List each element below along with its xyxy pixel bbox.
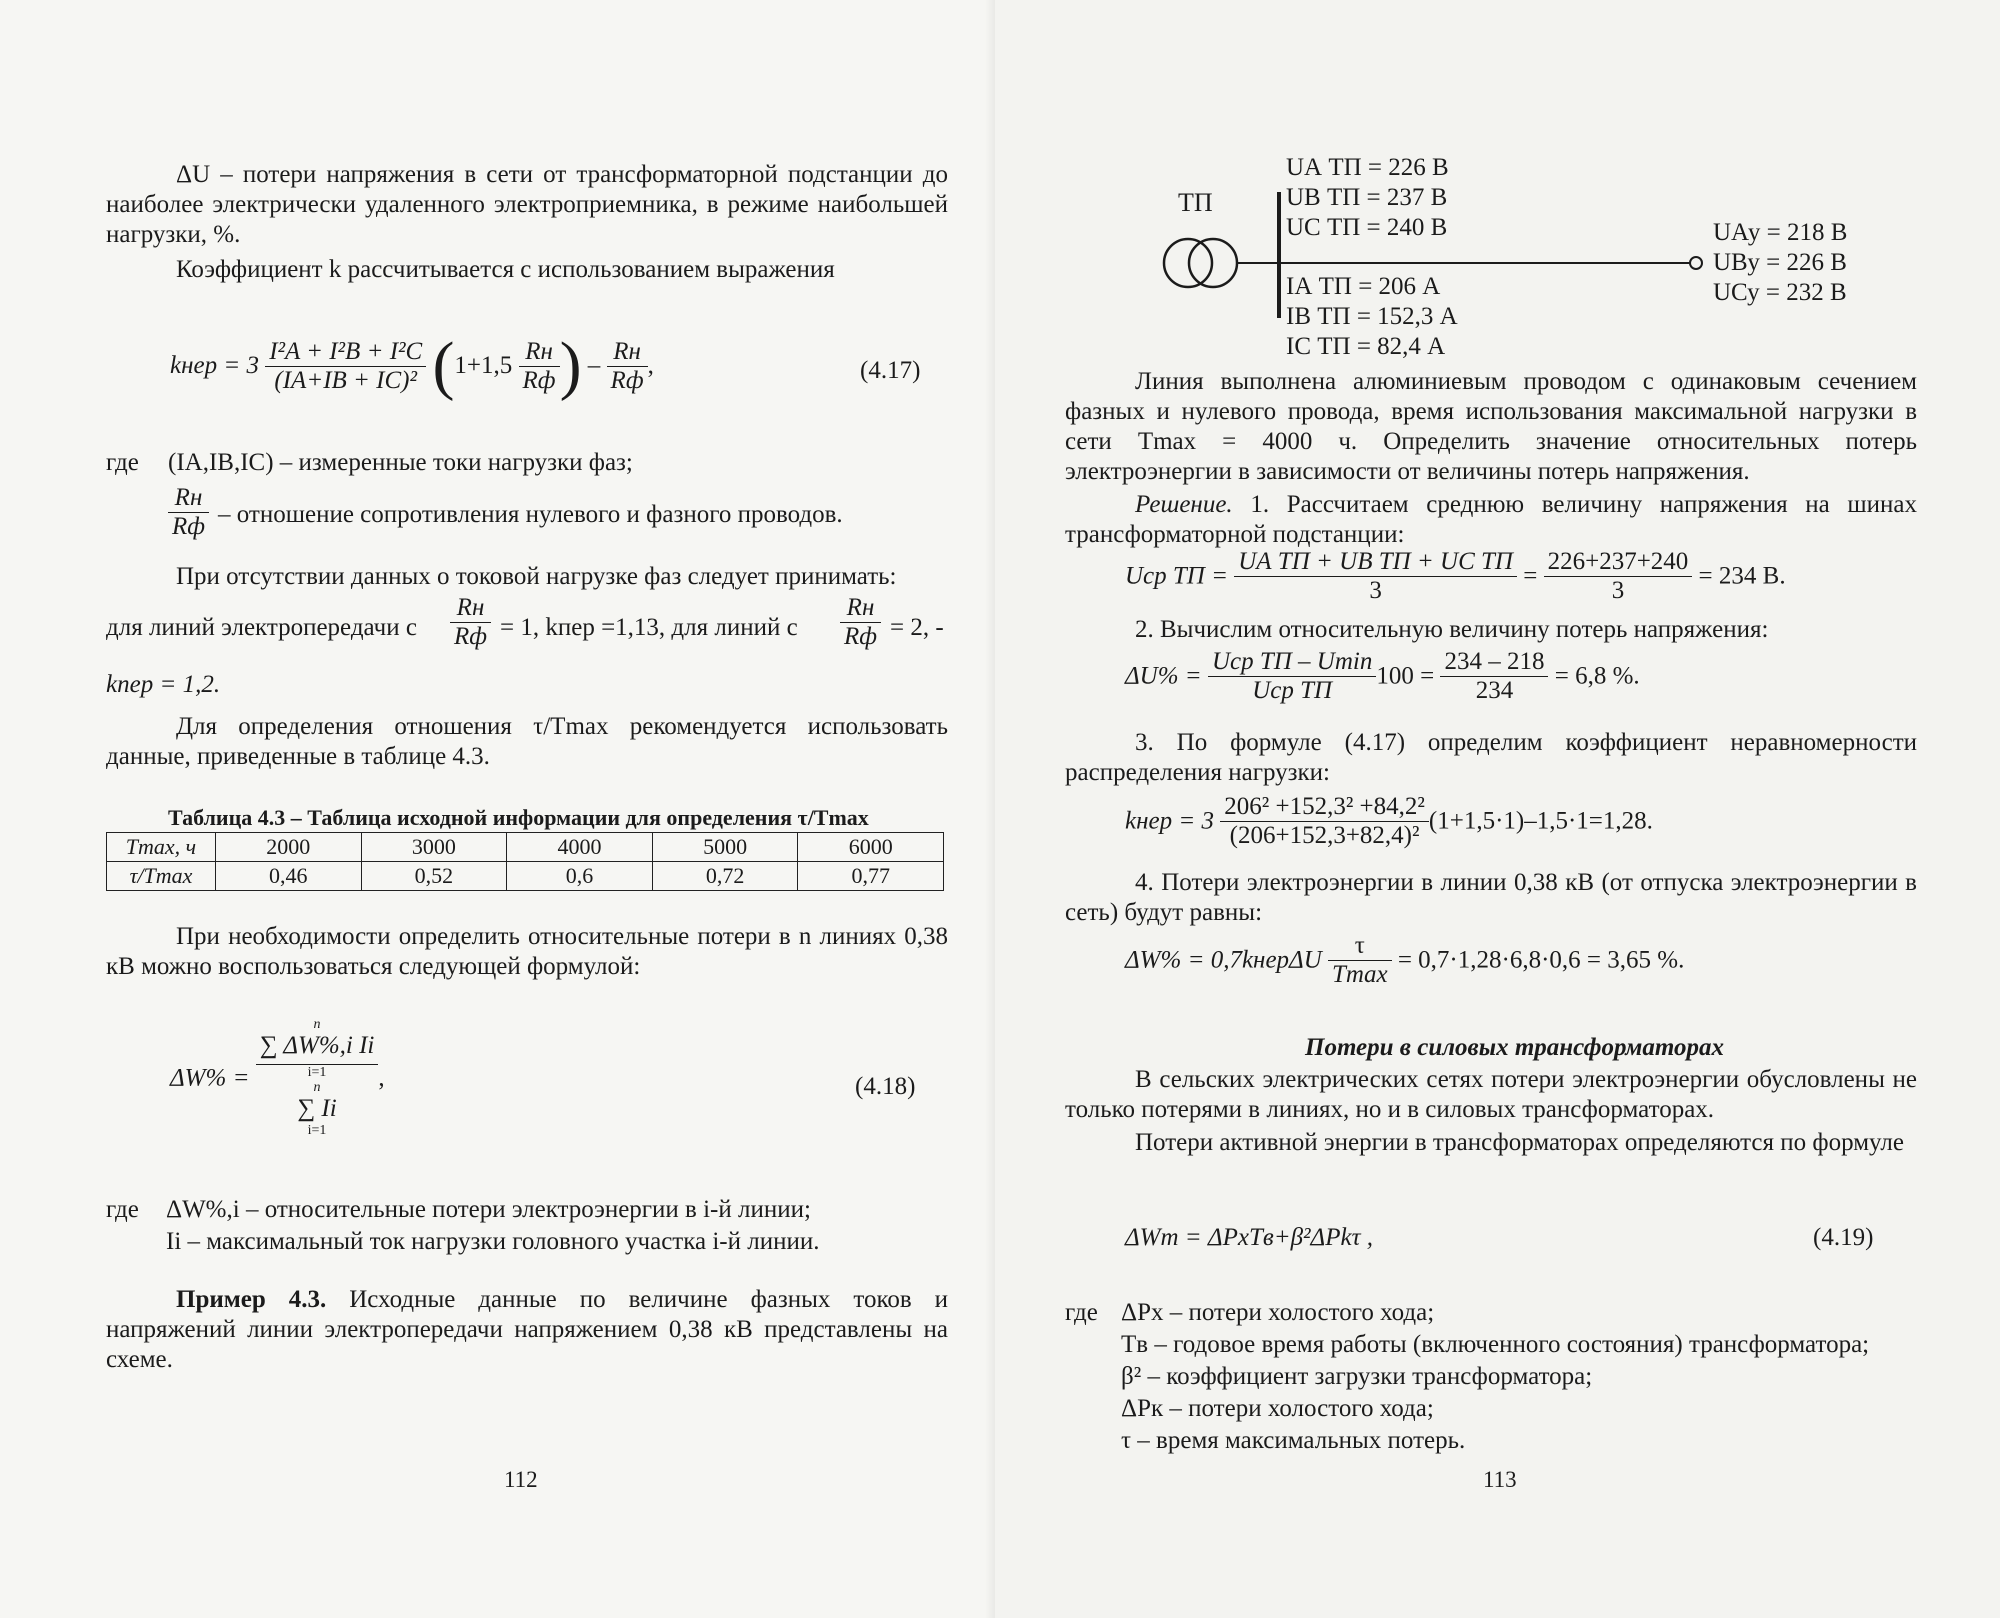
table-cell-head: Tmax, ч — [107, 833, 216, 862]
paragraph-absent: При отсутствии данных о токовой нагрузке фаз следует принимать: — [176, 563, 897, 590]
u-b-y: UВу = 226 В — [1713, 249, 1847, 276]
table-caption: Таблица 4.3 – Таблица исходной информации для определения τ/Tmax — [168, 805, 869, 830]
lines-ratio-2 — [840, 594, 881, 651]
paragraph-lines-c: = 2, - — [890, 614, 944, 641]
formula-u-avg-lhs: Uср ТП = — [1125, 562, 1228, 590]
formula-4-17-comma: , — [647, 352, 654, 379]
formula-delta-u-lhs: ΔU% = — [1125, 662, 1202, 690]
formula-u-avg-den-1: 3 — [1369, 577, 1382, 604]
where-item: ΔPк – потери холостого хода; — [1121, 1395, 1434, 1422]
formula-delta-u-frac-2 — [1440, 648, 1548, 705]
paragraph-coefficient: Коэффициент k рассчитывается с использованием выражения — [176, 256, 835, 283]
line-end-node — [1690, 257, 1702, 269]
formula-4-17-fraction — [265, 338, 426, 395]
formula-4-17-ratio-2 — [607, 338, 648, 395]
formula-k-ner-den: (206+152,3+82,4)² — [1229, 822, 1420, 849]
where-currents: (IA,IB,IC) – измеренные токи нагрузки фаз; — [168, 449, 633, 476]
formula-k-ner-lhs: kнер = 3 — [1125, 807, 1214, 835]
formula-delta-w-num: τ — [1328, 932, 1392, 961]
formula-4-17-rn: Rн — [519, 338, 560, 367]
table-cell: 0,46 — [216, 862, 362, 891]
page-number-left: 112 — [504, 1467, 538, 1492]
example-text: Исходные данные по величине фазных токов и напряжений линии электропередачи напряжением 0,38 кВ представлены на схеме. — [106, 1286, 948, 1373]
formula-4-17-open-bracket: ( — [432, 329, 455, 402]
lines-ratio-1 — [450, 594, 491, 651]
formula-delta-u-num-1: Uср ТП – Umin — [1208, 648, 1376, 677]
formula-4-17-rf-2: Rф — [610, 366, 644, 394]
formula-delta-u-num-2: 234 – 218 — [1440, 648, 1548, 677]
solution-text: 1. Рассчитаем среднюю величину напряжения на шинах трансформаторной подстанции: — [1065, 491, 1917, 548]
where-label-2: где — [106, 1196, 139, 1223]
where-item: τ – время максимальных потерь. — [1121, 1427, 1466, 1454]
formula-delta-u — [1125, 648, 1640, 705]
page-number-right: 113 — [1483, 1467, 1517, 1492]
table-cell: 0,52 — [361, 862, 507, 891]
formula-u-avg-result: = 234 В. — [1698, 562, 1786, 590]
solution-label: Решение. — [1135, 491, 1233, 518]
formula-4-18-sum-top: n — [313, 1017, 321, 1032]
formula-delta-u-den-2: 234 — [1475, 677, 1514, 704]
formula-4-17-bracket-a: 1+1,5 — [454, 352, 513, 379]
where-label-1: где — [106, 449, 139, 476]
formula-4-18-den: ∑ Ii — [297, 1095, 337, 1122]
formula-4-17-ratio — [519, 338, 560, 395]
table-cell: 2000 — [216, 833, 362, 862]
u-c-y: UСу = 232 В — [1713, 279, 1847, 306]
formula-4-19: ΔWт = ΔPхTв+β²ΔPkτ , — [1125, 1224, 1374, 1251]
where-ratio-rn: Rн — [168, 484, 209, 513]
i-b-tp: IВ ТП = 152,3 А — [1286, 303, 1458, 330]
formula-u-avg-frac-1 — [1234, 548, 1517, 605]
formula-u-avg-frac-2 — [1544, 548, 1693, 605]
lines-ratio-1-rn: Rн — [450, 594, 491, 623]
paragraph-lines-a: для линий электропередачи с — [106, 614, 417, 641]
formula-delta-u-den-1: Uср ТП — [1252, 677, 1333, 704]
paragraph-line: Линия выполнена алюминиевым проводом с одинаковым сечением фазных и нулевого провода, время использования максимальной нагрузки в сети Tmax = 4000 ч. Определить значение относительных потерь электроэнергии в зависимости от величины потерь напряжения. — [1065, 368, 1917, 485]
formula-4-18-comma: , — [378, 1064, 385, 1092]
formula-delta-w-lhs: ΔW% = 0,7kнерΔU — [1125, 946, 1322, 974]
paragraph-example — [106, 1285, 948, 1375]
where-item: β² – коэффициент загрузки трансформатора; — [1121, 1363, 1593, 1390]
formula-k-ner-frac — [1220, 793, 1429, 850]
formula-delta-w-den: Tmax — [1332, 961, 1388, 988]
formula-4-19-label: (4.19) — [1813, 1224, 1874, 1251]
table-cell-head: τ/Tmax — [107, 862, 216, 891]
paragraph-n-lines: При необходимости определить относительные потери в n линиях 0,38 кВ можно воспользоваться следующей формулой: — [106, 923, 948, 980]
lines-ratio-2-rn: Rн — [840, 594, 881, 623]
table-row — [107, 833, 944, 862]
formula-4-18-label: (4.18) — [855, 1073, 916, 1100]
paragraph-lines-b: = 1, kпер =1,13, для линий с — [500, 614, 798, 641]
lines-ratio-1-rf: Rф — [454, 623, 488, 650]
formula-4-17-num: I²A + I²B + I²C — [265, 338, 426, 367]
paragraph-kper: kпер = 1,2. — [106, 671, 221, 698]
formula-4-17 — [170, 328, 654, 404]
paragraph-ratio: Для определения отношения τ/Tmax рекомендуется использовать данные, приведенные в таблице 4.3. — [106, 713, 948, 770]
paragraph-delta-u: ΔU – потери напряжения в сети от трансформаторной подстанции до наиболее электрически удаленного электроприемника, в режиме наибольшей нагрузки, %. — [106, 161, 948, 248]
formula-4-17-rf: Rф — [522, 366, 556, 394]
formula-4-18 — [170, 1018, 385, 1139]
formula-delta-u-result: = 6,8 %. — [1554, 662, 1640, 690]
i-a-tp: IА ТП = 206 А — [1286, 273, 1441, 300]
example-label: Пример 4.3. — [176, 1286, 327, 1313]
table-cell: 0,77 — [798, 862, 944, 891]
table-cell: 0,6 — [507, 862, 653, 891]
formula-u-avg-num-1: UА ТП + UВ ТП + UС ТП — [1234, 548, 1517, 577]
table-cell: 6000 — [798, 833, 944, 862]
where-current-i: Ii – максимальный ток нагрузки головного участка i-й линии. — [166, 1228, 820, 1255]
where-ratio-text: – отношение сопротивления нулевого и фазного проводов. — [218, 501, 843, 528]
formula-4-18-num: ∑ ΔW%,i Ii — [256, 1032, 379, 1065]
table-cell: 5000 — [652, 833, 798, 862]
table-cell: 4000 — [507, 833, 653, 862]
where-ratio-rf: Rф — [172, 513, 206, 540]
paragraph-solution — [1065, 490, 1917, 550]
formula-4-18-sum-top-2: n — [313, 1080, 321, 1095]
formula-u-avg-eq: = — [1523, 562, 1538, 590]
table-4-3 — [106, 832, 944, 891]
formula-4-18-fraction — [256, 1018, 379, 1139]
u-a-y: UАу = 218 В — [1713, 219, 1848, 246]
formula-4-18-sum-bot-2: i=1 — [307, 1123, 327, 1138]
formula-k-ner-num: 206² +152,3² +84,2² — [1220, 793, 1429, 822]
schema-diagram — [995, 0, 2000, 370]
tp-label: ТП — [1178, 188, 1213, 217]
i-c-tp: IС ТП = 82,4 А — [1286, 333, 1446, 360]
u-a-tp: UА ТП = 226 В — [1286, 154, 1449, 181]
formula-u-avg-num-2: 226+237+240 — [1544, 548, 1693, 577]
u-c-tp: UС ТП = 240 В — [1286, 214, 1448, 241]
paragraph-step-2: 2. Вычислим относительную величину потерь напряжения: — [1135, 616, 1769, 643]
formula-delta-w-result: = 0,7·1,28·6,8·0,6 = 3,65 %. — [1397, 946, 1685, 974]
table-row — [107, 862, 944, 891]
formula-4-18-sum-bot: i=1 — [307, 1065, 327, 1080]
formula-4-17-minus: – — [587, 352, 601, 379]
lines-ratio-2-rf: Rф — [844, 623, 878, 650]
formula-delta-u-frac-1 — [1208, 648, 1376, 705]
table-cell: 0,72 — [652, 862, 798, 891]
table-cell: 3000 — [361, 833, 507, 862]
schema-lines — [995, 0, 2000, 370]
formula-4-17-rn-2: Rн — [607, 338, 648, 367]
where-item: ΔPх – потери холостого хода; — [1121, 1299, 1435, 1326]
formula-4-18-lhs: ΔW% = — [170, 1064, 250, 1092]
formula-u-avg — [1125, 548, 1786, 605]
paragraph-step-3: 3. По формуле (4.17) определим коэффициент неравномерности распределения нагрузки: — [1065, 729, 1917, 786]
formula-k-ner-rest: (1+1,5·1)–1,5·1=1,28. — [1428, 807, 1653, 835]
where-ratio — [168, 484, 209, 541]
formula-4-17-close-bracket: ) — [559, 329, 582, 402]
right-page — [995, 0, 2000, 1618]
formula-u-avg-den-2: 3 — [1611, 577, 1625, 604]
formula-4-17-lhs: kнер = 3 — [170, 352, 259, 379]
formula-delta-w — [1125, 932, 1684, 989]
u-b-tp: UВ ТП = 237 В — [1286, 184, 1448, 211]
paragraph-active: Потери активной энергии в трансформаторах определяются по формуле — [1135, 1129, 1904, 1156]
formula-4-17-label: (4.17) — [860, 357, 921, 384]
formula-delta-w-frac — [1328, 932, 1392, 989]
formula-delta-u-mid: 100 = — [1376, 662, 1435, 690]
formula-k-ner — [1125, 793, 1653, 850]
left-page — [0, 0, 995, 1618]
paragraph-step-4: 4. Потери электроэнергии в линии 0,38 кВ (от отпуска электроэнергии в сеть) будут равны: — [1065, 869, 1917, 926]
where-label-3: где — [1065, 1299, 1098, 1326]
where-item: Tв – годовое время работы (включенного состояния) трансформатора; — [1121, 1331, 1870, 1358]
paragraph-rural: В сельских электрических сетях потери электроэнергии обусловлены не только потерями в линиях, но и в силовых трансформаторах. — [1065, 1066, 1917, 1123]
section-title: Потери в силовых трансформаторах — [1305, 1034, 1725, 1061]
formula-4-17-den: (IA+IB + IC)² — [274, 366, 417, 394]
where-delta-w: ΔW%,i – относительные потери электроэнергии в i-й линии; — [166, 1196, 811, 1223]
